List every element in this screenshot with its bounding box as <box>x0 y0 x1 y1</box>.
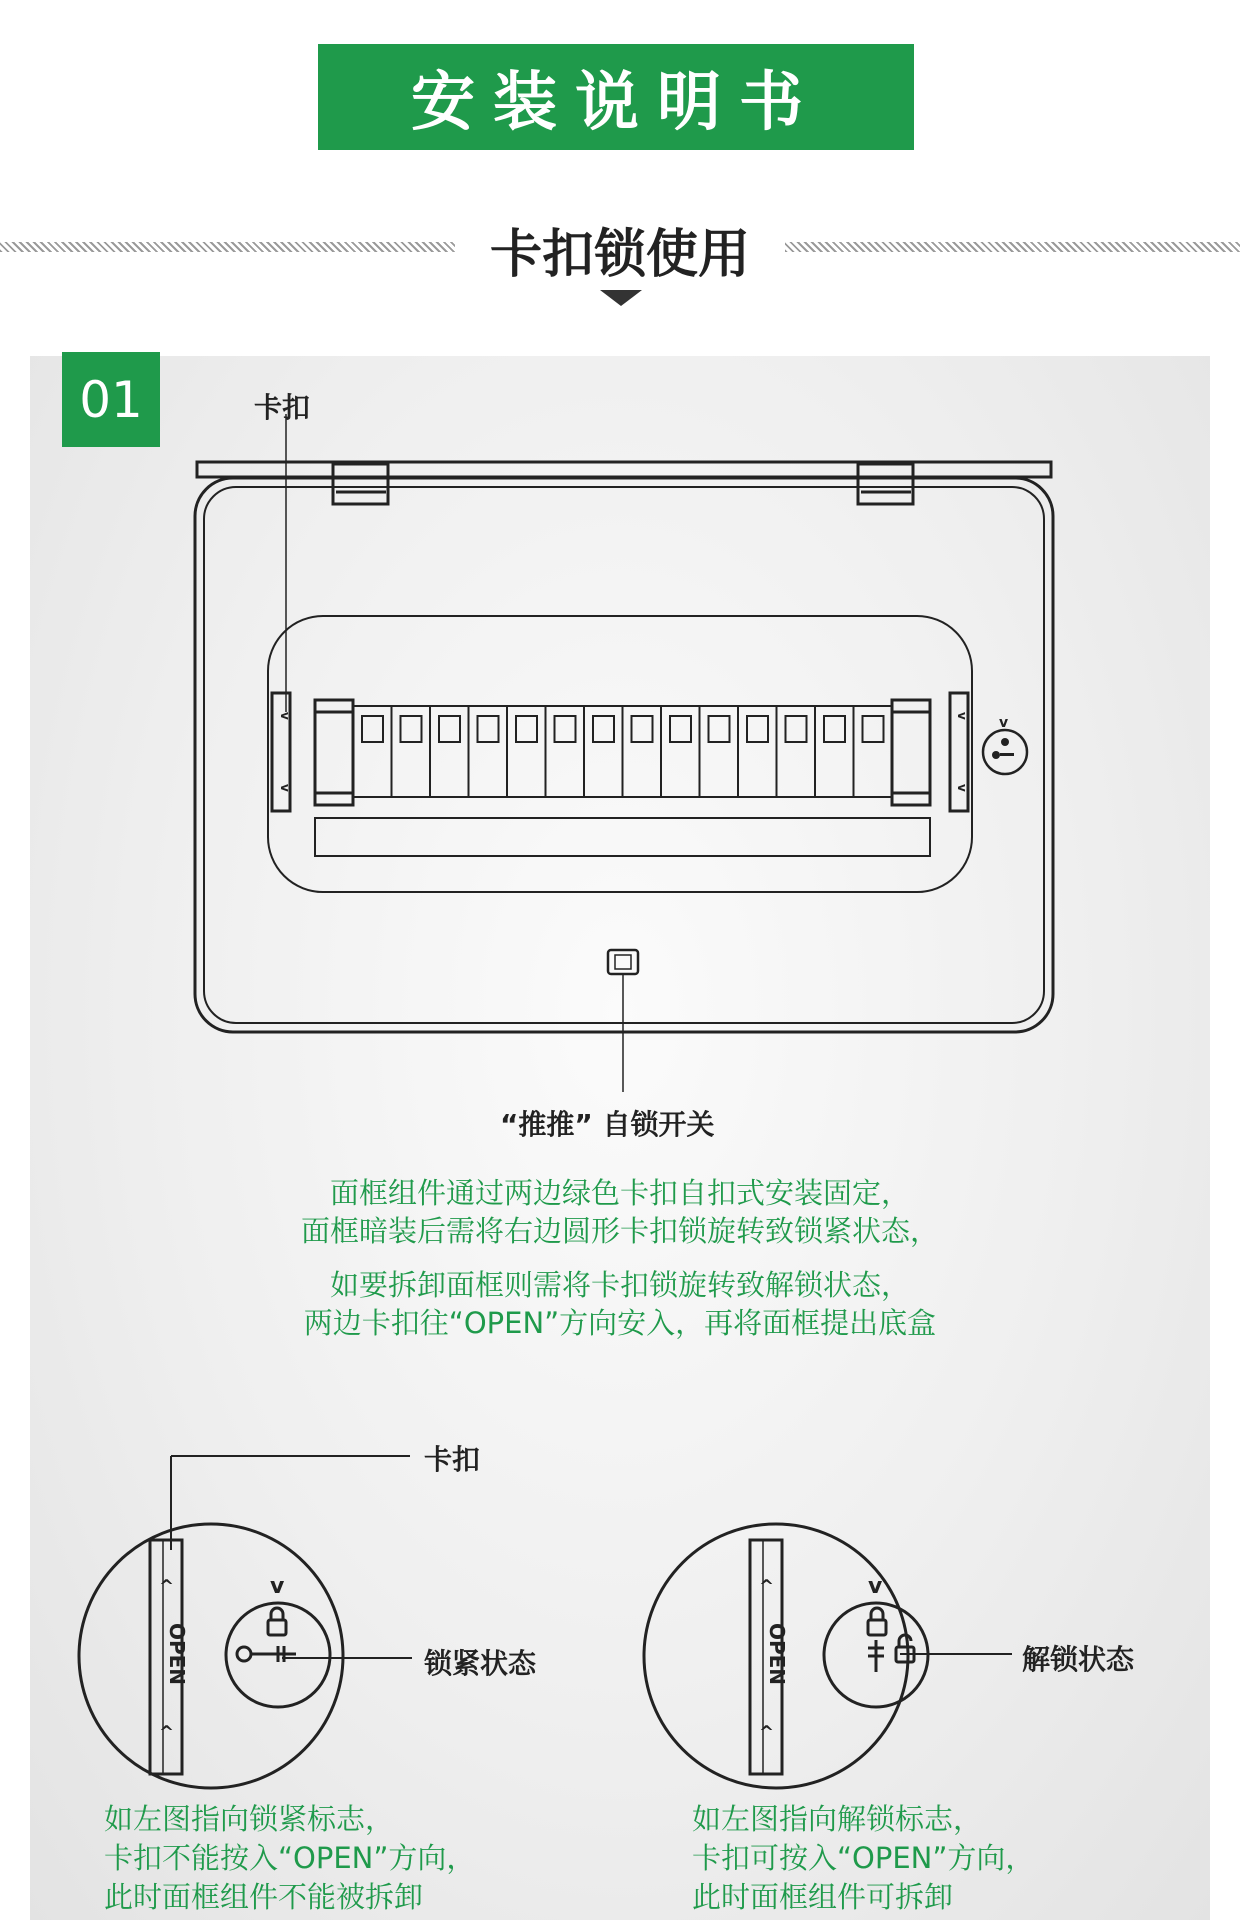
breaker-switch <box>670 716 691 742</box>
left-clip <box>272 693 290 811</box>
outer-frame-inner <box>204 487 1044 1023</box>
breaker-switch <box>593 716 614 742</box>
breaker-switch <box>362 716 383 742</box>
detail-clip-label: 卡扣 <box>424 1443 481 1476</box>
svg-text:^: ^ <box>159 1722 175 1743</box>
key-pointer-right-icon <box>868 1640 884 1672</box>
svg-text:^: ^ <box>759 1576 775 1597</box>
breaker-switch <box>632 716 653 742</box>
breaker-module <box>430 706 469 797</box>
breaker-module <box>623 706 662 797</box>
breaker-module <box>392 706 431 797</box>
svg-text:^: ^ <box>159 1576 175 1597</box>
unlocked-state-label: 解锁状态 <box>1022 1643 1135 1676</box>
right-clip <box>950 693 968 811</box>
hinge-bar <box>197 462 1051 477</box>
manual-title: 安装说明书 <box>411 66 821 140</box>
breaker-module <box>700 706 739 797</box>
hinge-right <box>858 464 913 504</box>
lock-knob <box>983 730 1027 774</box>
svg-text:v: v <box>278 784 292 792</box>
svg-text:^: ^ <box>759 1722 775 1743</box>
breaker-switch <box>439 716 460 742</box>
svg-text:v: v <box>955 712 969 720</box>
description-line-1: 面框组件通过两边绿色卡扣自扣式安装固定， <box>329 1176 910 1210</box>
breaker-module <box>854 706 893 797</box>
breaker-module <box>546 706 585 797</box>
breaker-switch <box>786 716 807 742</box>
breaker-module <box>777 706 816 797</box>
padlock-unlocked-icon <box>896 1635 914 1662</box>
svg-text:v: v <box>270 1574 285 1599</box>
push-switch <box>608 950 638 974</box>
breaker-module <box>507 706 546 797</box>
open-mark-left: OPEN <box>165 1622 190 1686</box>
svg-text:v: v <box>999 715 1009 731</box>
breaker-switch <box>478 716 499 742</box>
open-mark-right: OPEN <box>765 1622 790 1686</box>
description-line-4: 两边卡扣往“OPEN”方向安入，再将面框提出底盒 <box>303 1306 937 1340</box>
breaker-switch <box>516 716 537 742</box>
locked-caption-1: 如左图指向锁紧标志， <box>104 1802 395 1836</box>
push-switch-label: “推推” 自锁开关 <box>500 1108 715 1141</box>
svg-text:v: v <box>955 784 969 792</box>
breaker-switch <box>863 716 884 742</box>
locked-state-label: 锁紧状态 <box>424 1647 537 1680</box>
locked-caption-2: 卡扣不能按入“OPEN”方向， <box>104 1841 476 1875</box>
breaker-switch <box>747 716 768 742</box>
svg-text:v: v <box>868 1574 883 1599</box>
label-strip <box>315 818 930 856</box>
breaker-switch <box>555 716 576 742</box>
hinge-left <box>333 464 388 504</box>
breaker-module <box>469 706 508 797</box>
breaker-module <box>738 706 777 797</box>
breaker-switch <box>824 716 845 742</box>
breaker-switch <box>401 716 422 742</box>
clip-label: 卡扣 <box>254 391 311 424</box>
breaker-module <box>584 706 623 797</box>
description-line-2: 面框暗装后需将右边圆形卡扣锁旋转致锁紧状态， <box>300 1214 939 1248</box>
padlock-top-icon <box>868 1608 886 1635</box>
breaker-module <box>353 706 392 797</box>
unlocked-caption-3: 此时面框组件可拆卸 <box>692 1880 954 1914</box>
breaker-module <box>661 706 700 797</box>
end-block-left <box>315 700 353 805</box>
locked-caption-3: 此时面框组件不能被拆卸 <box>104 1880 424 1914</box>
end-block-right <box>892 700 930 805</box>
unlocked-caption-2: 卡扣可按入“OPEN”方向， <box>692 1841 1035 1875</box>
breaker-modules <box>353 706 892 797</box>
padlock-locked-icon <box>268 1608 286 1635</box>
detail-left-circle <box>79 1524 343 1788</box>
svg-text:v: v <box>278 712 292 720</box>
section-title: 卡扣锁使用 <box>489 225 750 285</box>
breaker-window <box>268 616 972 892</box>
unlocked-caption-1: 如左图指向解锁标志， <box>692 1802 983 1836</box>
description-line-3: 如要拆卸面框则需将卡扣锁旋转致解锁状态， <box>329 1268 910 1302</box>
breaker-module <box>815 706 854 797</box>
key-pointer-icon <box>237 1646 296 1662</box>
breaker-switch <box>709 716 730 742</box>
step-number-badge: 01 <box>62 352 160 447</box>
